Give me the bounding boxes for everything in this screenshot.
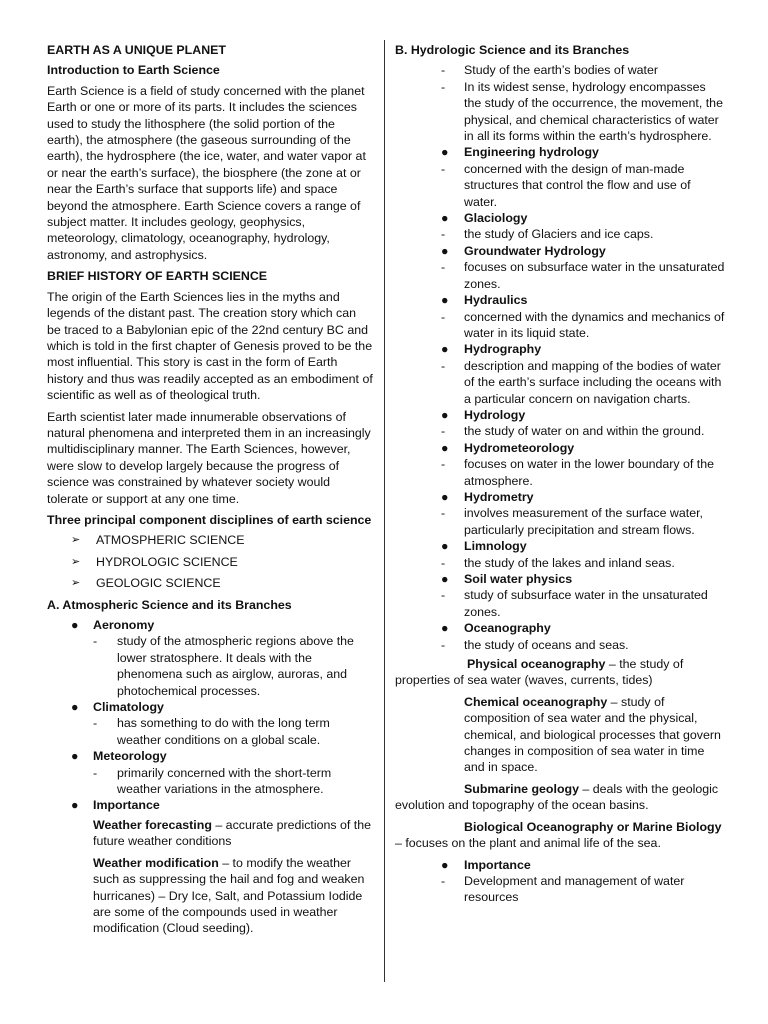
- column-divider: [384, 40, 385, 982]
- branch-desc: - the study of water on and within the ground.: [441, 424, 705, 439]
- branch-desc: - involves measurement of the surface water, particularly precipitation and stream flows.: [441, 506, 703, 537]
- branch-name: ● Soil water physics: [441, 572, 573, 586]
- chemical-oceanography: Chemical oceanography – study of composition of sea water and the physical, chemical, and biological processes that govern changes in composition of sea water in time and in space.: [464, 694, 721, 775]
- bullet-icon: ●: [441, 857, 449, 872]
- weather-modification: Weather modification – to modify the weather such as suppressing the hail and fog and weaken hurricanes) – Dry Ice, Salt, and Potassium Iodide are some of the compounds used in weather modification (Cloud seeding).: [93, 855, 365, 936]
- branch-desc: - study of subsurface water in the unsaturated zones.: [441, 588, 708, 619]
- disciplines-list: [47, 532, 373, 591]
- branch-name: ● Meteorology: [71, 749, 167, 764]
- branch-desc: - has something to do with the long term weather conditions on a global scale.: [93, 716, 330, 747]
- branch-name: ● Hydrometry: [441, 489, 534, 504]
- page-title: EARTH AS A UNIQUE PLANET: [47, 43, 226, 57]
- weather-forecasting: Weather forecasting – accurate predictions of the future weather conditions: [93, 817, 372, 849]
- bullet-icon: ●: [441, 211, 449, 226]
- branch-desc: - concerned with the dynamics and mechanics of water in its liquid state.: [441, 309, 725, 340]
- bullet-icon: ●: [71, 749, 79, 764]
- branch-name: ● Engineering hydrology: [441, 145, 599, 160]
- history-paragraph-2: Earth scientist later made innumerable observations of natural phenomena and interpreted them in an increasingly multidisciplinary manner. The Earth Sciences, however, were slow to develop largely because the progress of science was constrained by whatever society would tolerate or support at any one time.: [47, 409, 371, 506]
- hydro-branches-list: [395, 144, 725, 653]
- bullet-icon: ●: [441, 572, 449, 586]
- bullet-icon: ●: [71, 618, 79, 632]
- history-heading: BRIEF HISTORY OF EARTH SCIENCE: [47, 269, 268, 284]
- branch-name: ● Limnology: [441, 539, 527, 554]
- intro-dash-item: - In its widest sense, hydrology encompasses the study of the occurrence, the movement, the physical, and chemical characteristics of water in all its forms within the earth’s hydrosphere.: [441, 79, 723, 144]
- history-paragraph-1: The origin of the Earth Sciences lies in the myths and legends of the distant past. The creation story which can be traced to a Babylonian epic of the 22nd century BC and which is told in the first chapter of Genesis proved to be the most influential. This story is cast in the form of Earth history and thus was readily accepted as an embodiment of scientific as well as of theological truth.: [47, 289, 373, 403]
- disciplines-heading: Three principal component disciplines of earth science: [47, 512, 372, 527]
- branch-desc: - concerned with the design of man-made structures that control the flow and use of water.: [441, 161, 691, 209]
- list-item: ➢ ATMOSPHERIC SCIENCE: [71, 533, 245, 548]
- importance-desc: - Development and management of water resources: [441, 873, 685, 905]
- bullet-icon: ●: [71, 798, 79, 813]
- importance-label: ● Importance: [441, 857, 531, 872]
- branch-desc: - the study of Glaciers and ice caps.: [441, 227, 654, 242]
- bullet-icon: ●: [441, 243, 449, 258]
- arrow-bullet-icon: ➢: [71, 555, 81, 568]
- branch-desc: - study of the atmospheric regions above the lower stratosphere. It deals with the phenomena such as airglow, auroras, and photochemical processes.: [93, 634, 354, 698]
- intro-dash-item: - Study of the earth’s bodies of water: [441, 63, 659, 78]
- arrow-bullet-icon: ➢: [71, 534, 81, 547]
- importance-label: ● Importance: [71, 798, 160, 813]
- branch-desc: - the study of oceans and seas.: [441, 637, 629, 652]
- branch-name: ● Hydrometeorology: [441, 440, 575, 455]
- branch-desc: - focuses on water in the lower boundary of the atmosphere.: [441, 457, 715, 488]
- branch-name: ● Groundwater Hydrology: [441, 243, 606, 258]
- branch-desc: - primarily concerned with the short-term weather variations in the atmosphere.: [93, 765, 332, 797]
- branch-name: ● Hydrography: [441, 342, 542, 357]
- arrow-bullet-icon: ➢: [71, 577, 81, 590]
- bullet-icon: ●: [441, 342, 449, 357]
- branch-name: ● Climatology: [71, 700, 164, 715]
- bullet-icon: ●: [441, 145, 449, 160]
- list-item: ➢ HYDROLOGIC SCIENCE: [71, 554, 238, 569]
- left-column: [47, 42, 373, 942]
- bullet-icon: ●: [441, 621, 449, 636]
- bullet-icon: ●: [71, 700, 79, 715]
- biological-oceanography: Biological Oceanography or Marine Biology – focuses on the plant and animal life of the sea.: [395, 819, 722, 851]
- list-item: ➢ GEOLOGIC SCIENCE: [71, 576, 221, 591]
- right-column: [395, 42, 725, 906]
- bullet-icon: ●: [441, 407, 449, 422]
- intro-heading: Introduction to Earth Science: [47, 63, 220, 78]
- bullet-icon: ●: [441, 539, 449, 554]
- bullet-icon: ●: [441, 293, 449, 308]
- branch-name: ● Hydraulics: [441, 293, 528, 308]
- intro-paragraph: Earth Science is a field of study concerned with the planet Earth or one or more of its parts. It includes the sciences used to study the lithosphere (the solid portion of the earth), the atmosphere (the gaseous surrounding of the earth), the hydrosphere (the ice, water, and water vapor at or near the earth’s surface), the biosphere (the zone at or near the Earth’s surface that supports life) and space beyond the atmosphere. Earth Science covers a range of subject matter. It includes geology, geophysics, meteorology, climatology, oceanography, hydrology, astronomy, and astrophysics.: [47, 83, 366, 262]
- bullet-icon: ●: [441, 489, 449, 504]
- bullet-icon: ●: [441, 440, 449, 455]
- physical-oceanography: Physical oceanography – the study of properties of sea water (waves, currents, tides): [395, 657, 684, 688]
- branch-name: ● Glaciology: [441, 211, 528, 226]
- submarine-geology: Submarine geology – deals with the geologic evolution and topography of the ocean basins.: [395, 781, 719, 813]
- branch-name: ● Hydrology: [441, 407, 526, 422]
- branch-desc: - focuses on subsurface water in the unsaturated zones.: [441, 260, 725, 291]
- branch-desc: - the study of the lakes and inland seas.: [441, 555, 675, 570]
- branch-name: ● Oceanography: [441, 621, 551, 636]
- branch-name: ● Aeronomy: [71, 618, 155, 632]
- branch-desc: - description and mapping of the bodies of water of the earth’s surface including the oceans with a particular concern on navigation charts.: [441, 358, 722, 406]
- atmos-heading: A. Atmospheric Science and its Branches: [47, 597, 292, 612]
- hydro-heading: B. Hydrologic Science and its Branches: [395, 43, 630, 57]
